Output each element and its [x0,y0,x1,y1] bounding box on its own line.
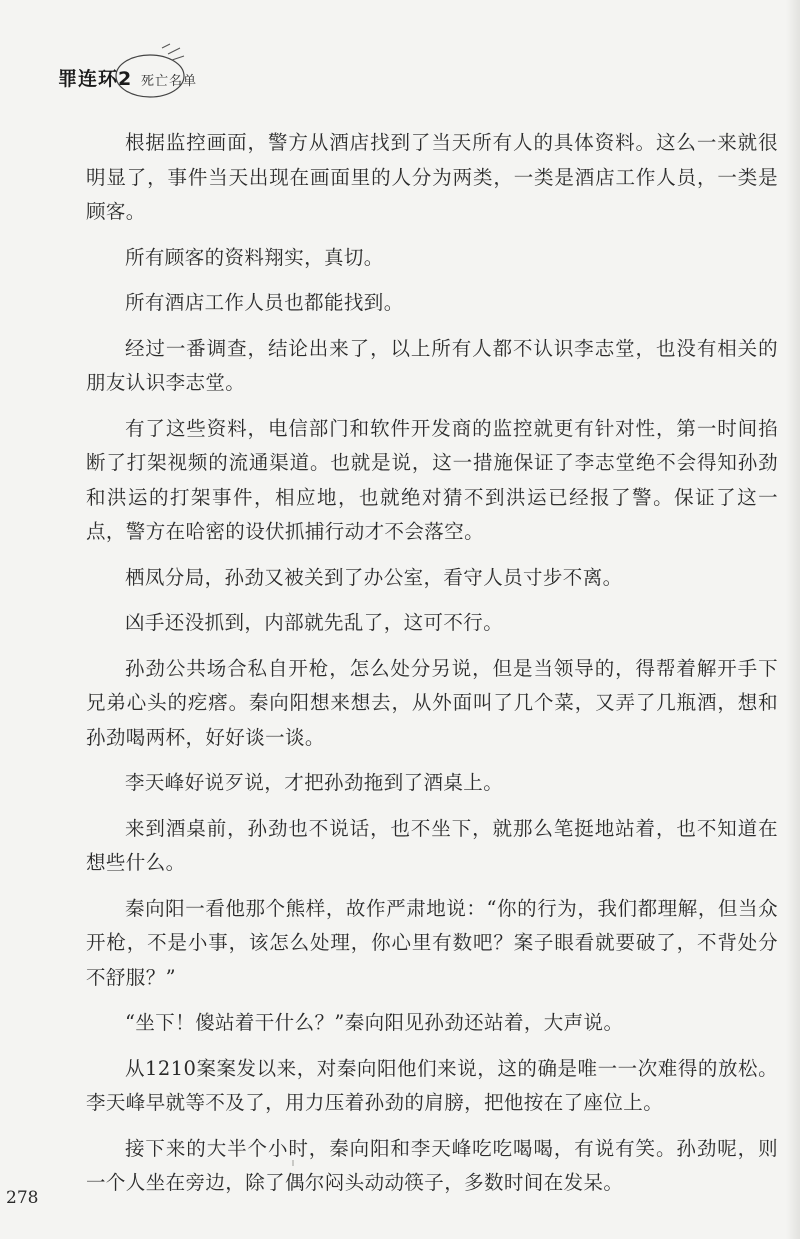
paragraph: 秦向阳一看他那个熊样，故作严肃地说：“你的行为，我们都理解，但当众开枪，不是小事，该怎么处理，你心里有数吧？案子眼看就要破了，不背处分不舒服？” [86,896,778,989]
paragraph: 所有顾客的资料翔实，真切。 [125,245,384,269]
paragraph: 接下来的大半个小时，秦向阳和李天峰吃吃喝喝，有说有笑。孙劲呢，则一个人坐在旁边，除了偶尔闷头动动筷子，多数时间在发呆。 [86,1136,778,1194]
page-number: 278 [6,1188,39,1208]
series-title: 罪连环2 [58,68,133,90]
running-head [58,42,258,102]
paragraph: 从1210案案发以来，对秦向阳他们来说，这的确是唯一一次难得的放松。李天峰早就等不及了，用力压着孙劲的肩膀，把他按在了座位上。 [86,1056,778,1114]
paragraph: “坐下！傻站着干什么？”秦向阳见孙劲还站着，大声说。 [125,1011,624,1034]
paragraph: 经过一番调查，结论出来了，以上所有人都不认识李志堂，也没有相关的朋友认识李志堂。 [86,336,778,394]
series-subtitle: 死亡名单 [141,74,198,89]
paragraph: 栖凤分局，孙劲又被关到了办公室，看守人员寸步不离。 [125,565,623,589]
page-edge-shadow [786,0,800,1239]
paragraph: 来到酒桌前，孙劲也不说话，也不坐下，就那么笔挺地站着，也不知道在想些什么。 [86,816,778,874]
paragraph: 李天峰好说歹说，才把孙劲拖到了酒桌上。 [125,771,504,794]
paragraph: 根据监控画面，警方从酒店找到了当天所有人的具体资料。这么一来就很明显了，事件当天出现在画面里的人分为两类，一类是酒店工作人员，一类是顾客。 [86,131,778,223]
body-text [86,126,778,1212]
paragraph: 所有酒店工作人员也都能找到。 [125,291,404,314]
paragraph: 凶手还没抓到，内部就先乱了，这可不行。 [125,611,504,634]
paragraph: 孙劲公共场合私自开枪，怎么处分另说，但是当领导的，得帮着解开手下兄弟心头的疙瘩。秦向阳想来想去，从外面叫了几个菜，又弄了几瓶酒，想和孙劲喝两杯，好好谈一谈。 [86,656,778,749]
paper-speck [292,1160,294,1166]
paragraph: 有了这些资料，电信部门和软件开发商的监控就更有针对性，第一时间掐断了打架视频的流通渠道。也就是说，这一措施保证了李志堂绝不会得知孙劲和洪运的打架事件，相应地，也就绝对猜不到洪运已经报了警。保证了这一点，警方在哈密的设伏抓捕行动才不会落空。 [86,416,778,543]
